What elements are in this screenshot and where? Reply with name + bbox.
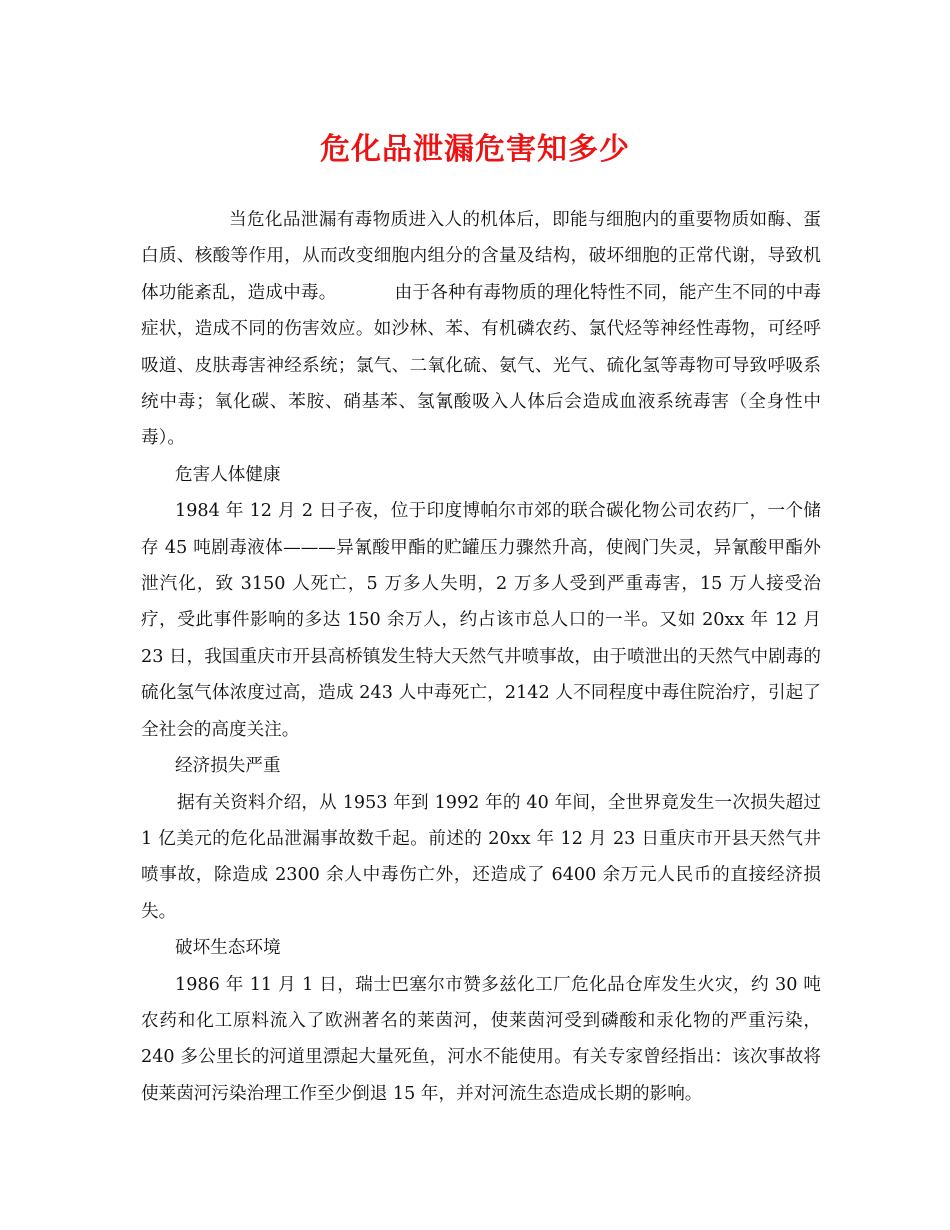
document-title: 危化品泄漏危害知多少 [320,132,630,167]
section-text-environment: 1986 年 11 月 1 日，瑞士巴塞尔市赞多兹化工厂危化品仓库发生火灾，约 30 吨农药和化工原料流入了欧洲著名的莱茵河，使莱茵河受到磷酸和汞化物的严重污染，240 多公里长的河道里漂起大量死鱼，河水不能使用。有关专家曾经指出：该次事故将使莱茵河污染治理工作至少倒退 15 年，并对河流生态造成长期的影响。 [141,974,821,1104]
section-text-economy: 据有关资料介绍，从 1953 年到 1992 年的 40 年间，全世界竟发生一次损失超过 1 亿美元的危化品泄漏事故数千起。前述的 20xx 年 12 月 23 日重庆市开县天然气井喷事故，除造成 2300 余人中毒伤亡外，还造成了 6400 余万元人民币的直接经济损失。 [141,792,821,922]
intro-text-part2: 由于各种有毒物质的理化特性不同，能产生不同的中毒症状，造成不同的伤害效应。如沙林、苯、有机磷农药、氯代烃等神经性毒物，可经呼吸道、皮肤毒害神经系统；氯气、二氧化硫、氨气、光气、硫化氢等毒物可导致呼吸系统中毒；氧化碳、苯胺、硝基苯、氢氰酸吸入人体后会造成血液系统毒害（全身性中毒）。 [141,282,821,449]
document-body [141,202,821,1112]
section-heading-environment: 破坏生态环境 [175,938,281,959]
section-text-health: 1984 年 12 月 2 日子夜，位于印度博帕尔市郊的联合碳化物公司农药厂，一个储存 45 吨剧毒液体———异氰酸甲酯的贮罐压力骤然升高，使阀门失灵，异氰酸甲酯外泄汽化，致 3150 人死亡，5 万多人失明，2 万多人受到严重毒害，15 万人接受治疗，受此事件影响的多达 150 余万人，约占该市总人口的一半。又如 20xx 年 12 月 23 日，我国重庆市开县高桥镇发生特大天然气井喷事故，由于喷泄出的天然气中剧毒的硫化氢气体浓度过高，造成 243 人中毒死亡，2142 人不同程度中毒住院治疗，引起了全社会的高度关注。 [141,501,821,740]
intro-paragraph [141,202,821,457]
intro-text-part1: 当危化品泄漏有毒物质进入人的机体后，即能与细胞内的重要物质如酶、蛋白质、核酸等作用，从而改变细胞内组分的含量及结构，破坏细胞的正常代谢，导致机体功能紊乱，造成中毒。 [141,210,821,303]
section-heading-economy: 经济损失严重 [175,756,281,777]
section-heading-health: 危害人体健康 [175,464,281,485]
